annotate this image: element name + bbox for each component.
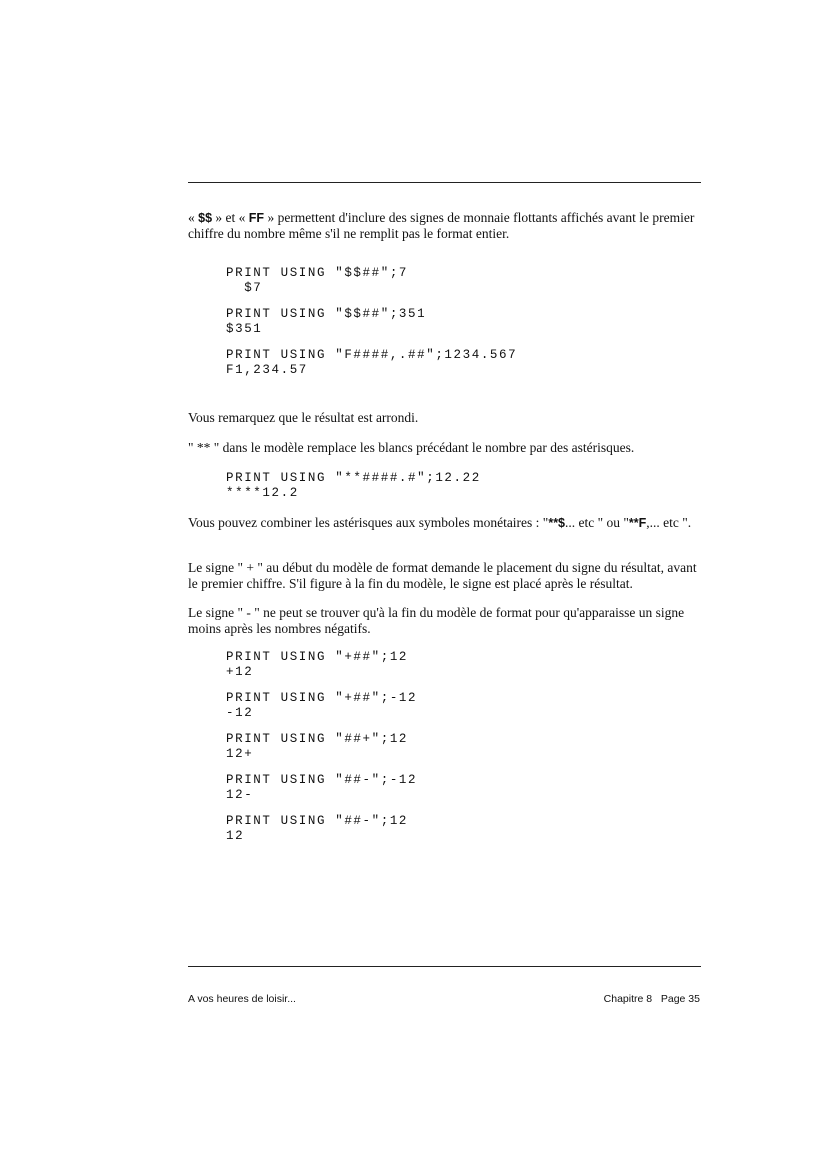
text-fragment: ,... etc ". (646, 515, 692, 530)
code-line: PRINT USING "##+";12 (226, 732, 409, 746)
code-line: PRINT USING "+##";-12 (226, 691, 418, 705)
text-fragment: Vous pouvez combiner les astérisques aux symboles monétaires : " (188, 515, 549, 530)
code-line: PRINT USING "**####.#";12.22 (226, 471, 481, 485)
asterisk-paragraph: " ** " dans le modèle remplace les blancs précédant le nombre par des astérisques. (188, 440, 635, 455)
code-output: +12 (226, 665, 254, 679)
code-output: 12+ (226, 747, 254, 761)
code-output: 12 (226, 829, 245, 843)
footer-page-number: Chapitre 8 Page 35 (603, 993, 700, 1005)
text-fragment: » et « (215, 210, 246, 225)
code-line: PRINT USING "$$##";351 (226, 307, 427, 321)
code-line: PRINT USING "##-";-12 (226, 773, 418, 787)
text-fragment: » permettent d'inclure des signes de monnaie flottants affichés avant le premier chiffre du nombre même s'il ne remplit pas le format entier. (188, 210, 695, 241)
currency-symbol: FF (248, 211, 265, 225)
header-rule (188, 182, 701, 183)
code-output: F1,234.57 (226, 363, 308, 377)
code-output: $351 (226, 322, 263, 336)
code-output: -12 (226, 706, 254, 720)
code-output: ****12.2 (226, 486, 299, 500)
footer-rule (188, 966, 701, 967)
plus-sign-paragraph: Le signe " + " au début du modèle de format demande le placement du signe du résultat, avant le premier chiffre. S'il figure à la fin du modèle, le signe est placé après le résultat. (188, 560, 697, 591)
footer-book-title: A vos heures de loisir... (188, 993, 296, 1005)
code-line: PRINT USING "$$##";7 (226, 266, 409, 280)
rounded-paragraph: Vous remarquez que le résultat est arrondi. (188, 410, 419, 425)
text-fragment: ... etc " ou " (565, 515, 629, 530)
currency-symbol: $$ (198, 211, 213, 225)
currency-symbol: **F (628, 516, 647, 530)
intro-paragraph (188, 210, 701, 242)
minus-sign-paragraph: Le signe " - " ne peut se trouver qu'à la fin du modèle de format pour qu'apparaisse un signe moins après les nombres négatifs. (188, 605, 685, 636)
text-fragment: « (188, 210, 195, 225)
code-output: $7 (226, 281, 263, 295)
code-line: PRINT USING "F####,.##";1234.567 (226, 348, 518, 362)
combine-paragraph (188, 515, 701, 531)
code-output: 12- (226, 788, 254, 802)
code-line: PRINT USING "+##";12 (226, 650, 409, 664)
code-line: PRINT USING "##-";12 (226, 814, 409, 828)
currency-symbol: **$ (548, 516, 566, 530)
